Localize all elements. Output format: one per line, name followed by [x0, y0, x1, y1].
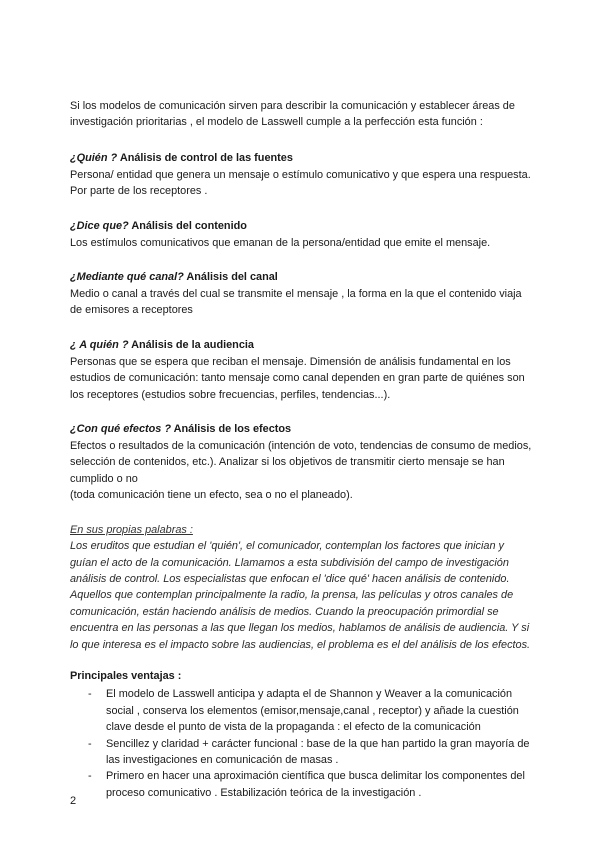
section-body: Efectos o resultados de la comunicación (intención de voto, tendencias de consumo de medios, selección de contenidos, etc.). Analizar si los objetivos de transmitir cierto mensaje se han cumplido o no [70, 440, 532, 485]
list-item-text: El modelo de Lasswell anticipa y adapta el de Shannon y Weaver a la comunicación social , conserva los elementos (emisor,mensaje,canal , receptor) y añade la cuestión clave desde el punto de vista de la propaganda : el efecto de la comunicación [106, 688, 519, 734]
list-item [70, 768, 532, 801]
section-heading [70, 150, 532, 167]
heading-question: ¿Mediante qué canal? [70, 271, 184, 284]
heading-analysis: Análisis del canal [183, 271, 278, 284]
section-dice-que [70, 218, 532, 251]
quote-body: Los eruditos que estudian el 'quién', el comunicador, contemplan los factores que inician y guían el acto de la comunicación. Llamamos a esta subdivisión del campo de investigación análisis de control. Los especialistas que enfocan el 'dice qué' hacen análisis de contenido. Aquellos que contemplan principalmente la radio, la prensa, las películas y otros canales de comunicación, están haciendo análisis de medios. Cuando la preocupación primordial se encuentra en las personas a las que llegan los medios, hablamos de análisis de audiencia. Y si lo que interesa es el impacto sobre las audiencias, el problema es el del análisis de los efectos. [70, 540, 531, 651]
section-heading [70, 337, 532, 354]
advantages-list [70, 686, 532, 801]
section-body: Los estímulos comunicativos que emanan de la persona/entidad que emite el mensaje. [70, 236, 491, 249]
section-quien [70, 150, 532, 200]
list-item-text: Primero en hacer una aproximación científica que busca delimitar los componentes del proceso comunicativo . Estabilización teórica de la investigación . [106, 770, 525, 799]
section-body: Persona/ entidad que genera un mensaje o estímulo comunicativo y que espera una respuesta. Por parte de los receptores . [70, 168, 531, 198]
bullet-dash: - [88, 737, 92, 750]
heading-analysis: Análisis de la audiencia [128, 338, 254, 351]
heading-analysis: Análisis de control de las fuentes [117, 151, 293, 164]
section-heading [70, 421, 532, 438]
advantages-title: Principales ventajas : [70, 669, 182, 682]
heading-question: ¿Con qué efectos ? [70, 423, 172, 436]
section-canal [70, 269, 532, 319]
list-item [70, 736, 532, 769]
advantages-block [70, 668, 532, 801]
section-heading [70, 269, 532, 286]
bullet-dash: - [88, 770, 92, 783]
heading-analysis: Análisis de los efectos [171, 423, 292, 436]
bullet-dash: - [88, 688, 92, 701]
section-heading [70, 218, 532, 235]
list-item [70, 686, 532, 735]
page-number: 2 [70, 795, 77, 807]
heading-question: ¿Dice que? [70, 219, 129, 232]
heading-analysis: Análisis del contenido [128, 219, 247, 232]
intro-paragraph: Si los modelos de comunicación sirven para describir la comunicación y establecer áreas de investigación prioritarias , el modelo de Lasswell cumple a la perfección esta función : [70, 100, 515, 129]
list-item-text: Sencillez y claridad + carácter funcional : base de la que han partido la gran mayoría de las investigaciones en comunicación de masas . [106, 737, 530, 766]
quote-block [70, 522, 532, 653]
heading-question: ¿ A quién ? [70, 338, 129, 351]
section-body: Medio o canal a través del cual se transmite el mensaje , la forma en la que el contenido viaja de emisores a receptores [70, 288, 522, 317]
section-efectos [70, 421, 532, 504]
quote-title: En sus propias palabras : [70, 523, 193, 536]
page-content [70, 98, 532, 801]
heading-question: ¿Quién ? [70, 151, 118, 164]
section-body-note: (toda comunicación tiene un efecto, sea o no el planeado). [70, 489, 353, 502]
section-body: Personas que se espera que reciban el mensaje. Dimensión de análisis fundamental en los estudios de comunicación: tanto mensaje como canal dependen en gran parte de quiénes son los receptores (estudios sobre frecuencias, perfiles, tendencias...). [70, 355, 525, 401]
section-audiencia [70, 337, 532, 403]
